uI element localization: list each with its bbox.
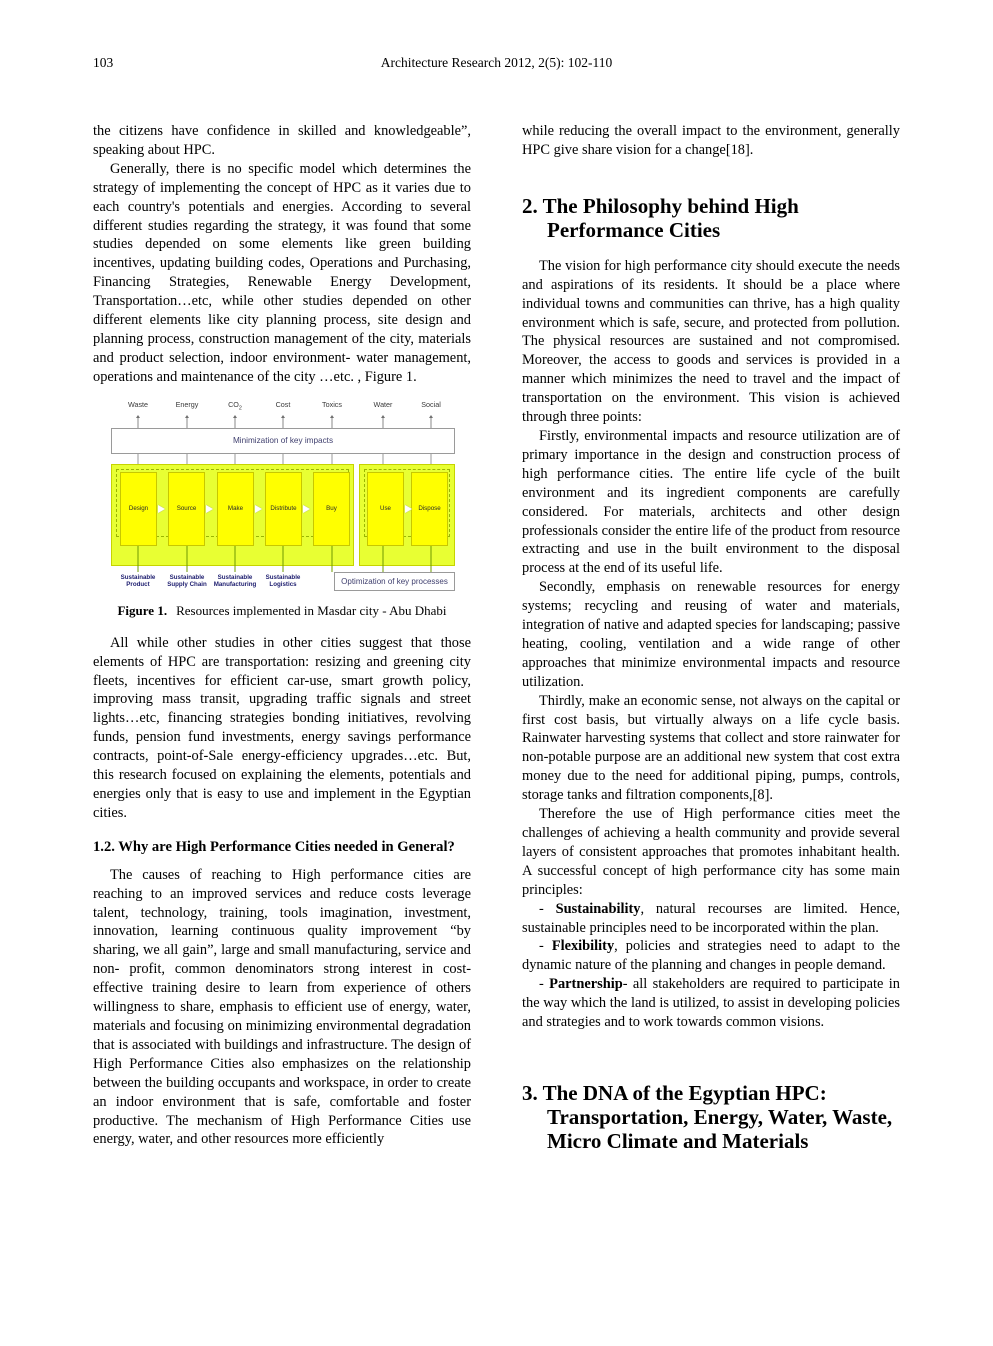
impact-label-water: Water <box>373 399 393 409</box>
right-column <box>522 122 900 1282</box>
principle-bullet: - <box>539 938 552 955</box>
principle-text: , natural recourses are limited. Hence, sustainable principles need to be incorporated within the plan. <box>522 900 900 936</box>
paragraph: Firstly, environmental impacts and resource utilization are of primary importance in the design and construction process of high performance cities. The entire life cycle of the built environment and its ingredient components are carefully considered. For materials, architects and other design professionals consider the entire life of the product from resource extracting and use in the built environment to the disposal process at the end of its useful life. <box>522 427 900 577</box>
connector-line <box>332 418 333 428</box>
figure-caption-text: Resources implemented in Masdar city - Abu Dhabi <box>176 602 447 618</box>
running-head <box>93 55 900 77</box>
connector-line <box>138 418 139 428</box>
principle-item-partnership <box>522 975 900 1032</box>
optimization-box-label: Optimization of key processes <box>341 576 448 586</box>
principle-item-sustainability <box>522 900 900 938</box>
process-box-buy: Buy <box>313 472 350 546</box>
subsection-heading-1-2 <box>93 838 471 857</box>
paragraph: All while other studies in other cities suggest that those elements of HPC are transportation: resizing and greening city fleets, incentives for efficient car-use, smart growth policy, improving mass transit, upgrading traffic signals and street lights…etc, financing strategies bonding initiatives, revolving funds, pension fund investments, energy savings performance contracts, point-of-Sale energy-efficiency upgrades…etc. But, this research focused on explaining the elements, potentials and energies only that is easy to use and implement in the Egyptian cities. <box>93 634 471 821</box>
figure-1 <box>93 400 471 619</box>
connector-line <box>431 546 432 572</box>
arrow-right-icon <box>405 505 412 513</box>
connector-line <box>235 454 236 464</box>
principle-bullet: - <box>539 976 550 993</box>
subsection-title: Why are High Performance Cities needed in General? <box>118 838 455 855</box>
paragraph: The causes of reaching to High performance cities are reaching to an improved services and reduce costs leverage talent, technology, training, tools imagination, investment, innovation, learning continuous quality improvement “by sharing, we all gain”, large and small manufacturing, service and non- profit, common denominators strong interest in cost-effective training desire to learn from experience of others willingness to share, emphasis to efficient use of energy, water, materials and focusing on minimizing environmental degradation that is associated with buildings and infrastructure. The design of High Performance Cities also emphasizes on the relationship between the building occupants and workspace, in order to create an indoor environment that is safe, comfortable and foster productive. The mechanism of High Performance Cities use energy, water, and other resources more efficiently <box>93 866 471 1148</box>
process-box-distribute: Distribute <box>265 472 302 546</box>
arrow-right-icon <box>303 505 310 513</box>
principle-term: Flexibility <box>551 938 615 955</box>
minimization-bar <box>111 428 455 454</box>
connector-line <box>187 418 188 428</box>
principle-term: Partnership <box>549 976 623 993</box>
arrow-right-icon <box>206 505 213 513</box>
section-heading-2 <box>522 194 900 242</box>
impact-label-energy: Energy <box>175 399 199 409</box>
process-box-design: Design <box>120 472 157 546</box>
section-number: 2. <box>522 193 538 218</box>
paragraph: Thirdly, make an economic sense, not always on the capital or first cost basis, but virtually always on a life cycle basis. Rainwater harvesting systems that collect and store rainwater for non-potable purpose are an additional new system that cost extra money due to the need for additional piping, pumps, controls, storage tanks and filtration components,[8]. <box>522 692 900 804</box>
figure-caption <box>93 603 471 619</box>
paragraph: Therefore the use of High performance cities meet the challenges of achieving a health community and provide several layers of consistent approaches that promotes inhabitant health. A successful concept of high performance city has some main principles: <box>522 806 900 898</box>
connector-line <box>138 454 139 464</box>
paragraph: The vision for high performance city should execute the needs and aspirations of its residents. It should be a place where individual towns and communities can thrive, has a high quality environment which is safe, secure, and protected from pollution. The physical resources are sustained and not compromised. Moreover, the access to goods and services is provided in a manner which minimizes the need to travel and the impact of transportation on the environment. This vision is achieved through three points: <box>522 257 900 426</box>
paragraph: Generally, there is no specific model which determines the strategy of implementing the concept of HPC as it varies due to each country's potentials and energies. According to several different studies regarding the strategy, it was found that some studies depended on some elements like green building incentives, updating building codes, Operations and Purchasing, Financing Strategies, Renewable Energy Development, Transportation…etc, while other studies depended on other different elements like city planning process, site design and planning process, construction management of the city, materials and product selection, indoor environment- water management, operations and maintenance of the city …etc. , Figure 1. <box>93 160 471 385</box>
connector-line <box>235 546 236 572</box>
section-title: The Philosophy behind High Performance Cities <box>542 193 799 242</box>
principle-text: - all stakeholders are required to participate in the way which the land is utilized, to assist in developing policies and strategies and to work towards common visions. <box>522 976 900 1031</box>
connector-line <box>383 546 384 572</box>
connector-line <box>383 454 384 464</box>
impact-label-co2: $CO_2$ <box>228 399 242 412</box>
connector-line <box>332 454 333 464</box>
arrow-right-icon <box>255 505 262 513</box>
arrow-right-icon <box>158 505 165 513</box>
left-column <box>93 122 471 1282</box>
connector-line <box>383 418 384 428</box>
connector-line <box>431 454 432 464</box>
principle-item-flexibility <box>522 937 900 975</box>
impact-label-social: Social <box>421 399 441 409</box>
process-box-make: Make <box>217 472 254 546</box>
connector-line <box>187 454 188 464</box>
impact-label-toxics: Toxics <box>322 399 342 409</box>
figure-graphic <box>93 400 471 598</box>
connector-line <box>283 546 284 572</box>
connector-line <box>283 418 284 428</box>
section-number: 3. <box>522 1080 538 1105</box>
connector-line <box>138 546 139 572</box>
journal-citation: Architecture Research 2012, 2(5): 102-110 <box>380 55 613 70</box>
connector-line <box>283 454 284 464</box>
connector-line <box>235 418 236 428</box>
impact-label-cost: Cost <box>275 399 291 409</box>
principle-bullet: - <box>539 900 556 917</box>
minimization-bar-label: Minimization of key impacts <box>232 436 334 446</box>
paragraph: Secondly, emphasis on renewable resources for energy systems; recycling and reusing of water and materials, integration of native and adapted species for landscaping; passive heating, cooling, ventilation and a wide range of other approaches that minimize environmental impacts and resource utilization. <box>522 579 900 690</box>
process-box-dispose: Dispose <box>411 472 448 546</box>
process-box-use: Use <box>367 472 404 546</box>
connector-line <box>187 546 188 572</box>
impact-label-row <box>111 400 455 414</box>
paragraph: while reducing the overall impact to the environment, generally HPC give share vision for a change[18]. <box>522 123 900 158</box>
paragraph: the citizens have confidence in skilled and knowledgeable”, speaking about HPC. <box>93 123 471 158</box>
connector-line <box>431 418 432 428</box>
impact-label-waste: Waste <box>127 399 149 409</box>
sustainable-label-supply-chain: Sustainable Supply Chain <box>167 573 207 589</box>
section-title: The DNA of the Egyptian HPC: Transportation, Energy, Water, Waste, Micro Climate and Materials <box>542 1080 893 1153</box>
sustainable-label-product: Sustainable Product <box>120 573 156 589</box>
figure-caption-label: Figure 1. <box>117 602 168 618</box>
section-heading-3 <box>522 1081 900 1153</box>
sustainable-label-manufacturing: Sustainable Manufacturing <box>213 573 257 589</box>
process-box-source: Source <box>168 472 205 546</box>
optimization-box <box>334 572 455 591</box>
connector-line <box>332 546 333 572</box>
principle-term: Sustainability <box>555 900 641 917</box>
sustainable-label-logistics: Sustainable Logistics <box>265 573 301 589</box>
subsection-number: 1.2. <box>93 838 115 855</box>
principle-text: , policies and strategies need to adapt to the dynamic nature of the planning and changes in people demand. <box>522 938 901 974</box>
two-column-body <box>93 122 900 1282</box>
page-number: 103 <box>93 55 114 70</box>
